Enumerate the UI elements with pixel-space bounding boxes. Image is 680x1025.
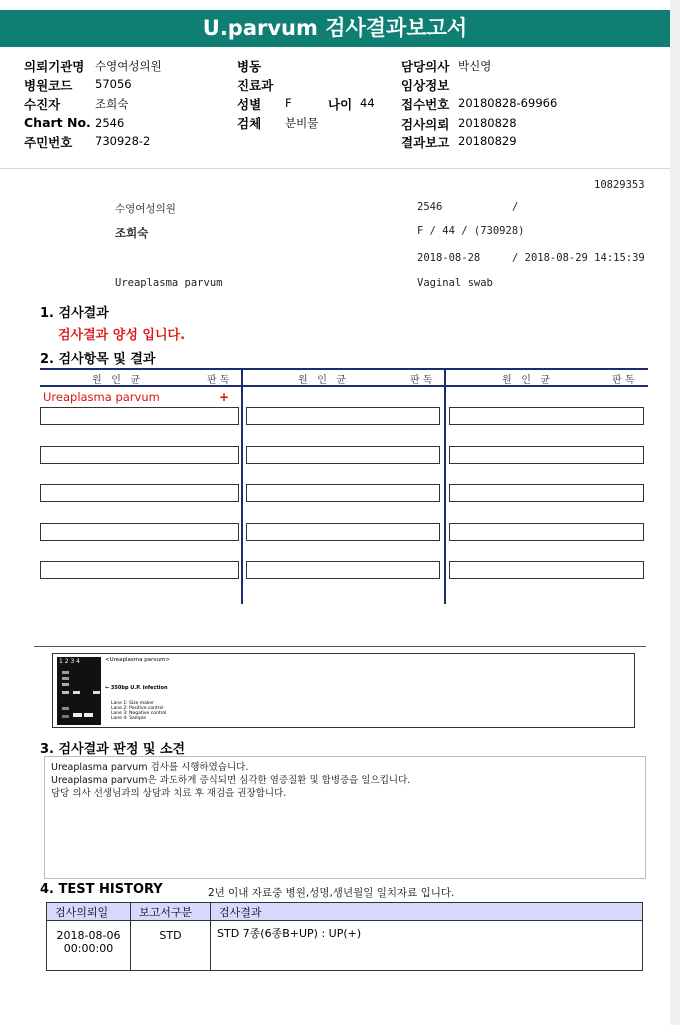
- history-header-result: 검사결과: [211, 903, 643, 921]
- raw-chart: 2546: [417, 201, 443, 213]
- col-header-organism: 원 인 균: [92, 375, 141, 386]
- section4-title: 4. TEST HISTORY: [40, 882, 163, 897]
- info-label: 주민번호: [24, 135, 73, 150]
- raw-organism: Ureaplasma parvum: [115, 277, 223, 289]
- result-box: [246, 484, 440, 502]
- result-box: [449, 446, 644, 464]
- info-label: 담당의사: [401, 59, 450, 74]
- scrollbar[interactable]: [670, 0, 680, 1025]
- info-value: 수영여성의원: [95, 59, 162, 73]
- info-value: 20180828: [458, 116, 517, 130]
- history-type: STD: [131, 921, 211, 971]
- col-header-organism: 원 인 균: [502, 375, 551, 386]
- info-label: 접수번호: [401, 97, 450, 112]
- info-label: 수진자: [24, 97, 61, 112]
- result-box: [40, 523, 239, 541]
- info-label: 병동: [237, 59, 262, 74]
- info-label: 임상정보: [401, 78, 450, 93]
- section1-title: 1. 검사결과: [40, 306, 109, 321]
- raw-slash: /: [512, 201, 519, 213]
- info-label: 검사의뢰: [401, 117, 450, 132]
- result-box: [449, 484, 644, 502]
- gel-arrow-label: ← 350bp U.P. infection: [105, 685, 168, 691]
- grid-col-line: [444, 368, 446, 604]
- gel-title: <Ureaplasma parvum>: [105, 657, 171, 663]
- raw-patient: 조희숙: [115, 226, 149, 240]
- result-box: [40, 561, 239, 579]
- gel-legend-line: Lane 1: Size maker: [111, 701, 154, 706]
- result-box: [40, 484, 239, 502]
- info-label: 진료과: [237, 78, 274, 93]
- info-label: 검체: [237, 116, 262, 131]
- info-label: 성별: [237, 97, 262, 112]
- table-row: [47, 921, 643, 971]
- result-box: [246, 561, 440, 579]
- grid-top-line: [40, 368, 648, 370]
- info-label: 결과보고: [401, 135, 450, 150]
- result-box: [40, 407, 239, 425]
- raw-clinic: 수영여성의원: [115, 203, 176, 215]
- section2-title: 2. 검사항목 및 결과: [40, 352, 156, 367]
- organism-result: +: [219, 390, 230, 404]
- info-value: 박신영: [458, 59, 492, 73]
- col-header-judge: 판 독: [207, 375, 230, 386]
- info-label: 나이: [328, 97, 353, 112]
- result-box: [246, 446, 440, 464]
- result-box: [449, 561, 644, 579]
- raw-sex-age: F / 44 / (730928): [417, 225, 525, 237]
- col-header-judge: 판 독: [612, 375, 635, 386]
- positive-result: 검사결과 양성 입니다.: [58, 328, 186, 343]
- result-box: [246, 407, 440, 425]
- section3-title: 3. 검사결과 판정 및 소견: [40, 742, 186, 757]
- report-title: U.parvum 검사결과보고서: [0, 10, 670, 47]
- grid-col-line: [241, 368, 243, 604]
- col-header-organism: 원 인 균: [298, 375, 347, 386]
- raw-specimen: Vaginal swab: [417, 277, 493, 289]
- history-date-cell: [47, 921, 131, 971]
- info-label: 의뢰기관명: [24, 59, 85, 74]
- divider: [34, 646, 646, 647]
- info-value: 57056: [95, 77, 132, 91]
- history-result: STD 7종(6종B+UP) : UP(+): [211, 921, 643, 971]
- organism-item: Ureaplasma parvum: [43, 390, 160, 404]
- result-box: [449, 523, 644, 541]
- info-value: F: [285, 96, 292, 110]
- raw-date-request: 2018-08-28: [417, 252, 481, 264]
- col-header-judge: 판 독: [410, 375, 433, 386]
- history-header-date: 검사의뢰일: [47, 903, 131, 921]
- opinion-line: Ureaplasma parvum 검사를 시행하였습니다.: [51, 762, 249, 773]
- gel-legend-line: Lane 3: Negative control: [111, 711, 167, 716]
- result-box: [246, 523, 440, 541]
- gel-legend-line: Lane 2: Positive control: [111, 706, 164, 711]
- info-value: 분비물: [285, 116, 319, 130]
- raw-date-report: / 2018-08-29 14:15:39: [512, 252, 645, 264]
- history-time: 00:00:00: [63, 942, 114, 955]
- gel-lanes: 1 2 3 4: [59, 658, 80, 665]
- history-header-type: 보고서구분: [131, 903, 211, 921]
- gel-legend-line: Lane 4: Sample: [111, 716, 146, 721]
- info-value: 2546: [95, 116, 125, 130]
- divider: [0, 168, 670, 169]
- info-label: 병원코드: [24, 78, 73, 93]
- opinion-line: Ureaplasma parvum은 과도하게 증식되면 심각한 염증질환 및 합병증을 일으킵니다.: [51, 775, 411, 786]
- info-value: 20180828-69966: [458, 96, 558, 110]
- info-label: Chart No.: [24, 115, 91, 130]
- history-note: 2년 이내 자료중 병원,성명,생년월일 일치자료 입니다.: [208, 887, 455, 899]
- opinion-line: 담당 의사 선생님과의 상담과 치료 후 재검을 권장합니다.: [51, 788, 287, 799]
- history-date: 2018-08-06: [56, 929, 121, 942]
- info-value: 44: [360, 96, 375, 110]
- result-box: [449, 407, 644, 425]
- result-box: [40, 446, 239, 464]
- report-id: 10829353: [594, 179, 645, 191]
- opinion-box: [44, 756, 646, 879]
- info-value: 730928-2: [95, 134, 151, 148]
- gel-image: [57, 657, 101, 725]
- test-history-table: [46, 902, 643, 971]
- info-value: 조희숙: [95, 97, 129, 111]
- gel-electrophoresis-figure: [52, 653, 635, 728]
- info-value: 20180829: [458, 134, 517, 148]
